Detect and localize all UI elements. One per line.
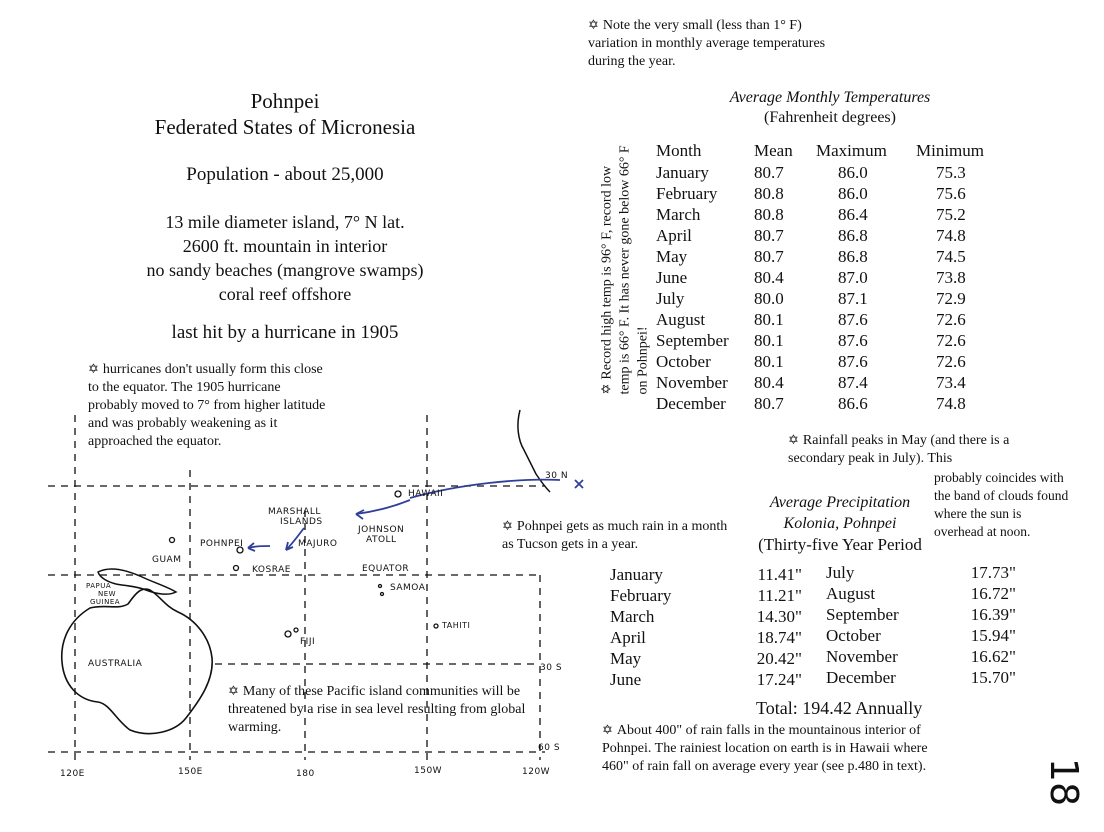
maximum-cell: 87.6 [838,331,868,350]
temperature-row [656,393,1006,414]
temperature-row [656,183,1006,204]
precipitation-row [826,583,1016,604]
minimum-cell: 75.6 [936,184,966,203]
precipitation-row [826,562,1016,583]
month-cell: May [656,247,688,266]
maximum-cell: 86.0 [838,184,868,203]
longitude-labels [60,766,550,779]
minimum-cell: 73.8 [936,268,966,287]
maximum-cell: 87.1 [838,289,868,308]
label-guinea: GUINEA [90,598,121,606]
maximum-cell: 86.0 [838,163,868,182]
label-pohnpei: POHNPEI [200,539,244,549]
label-30n: 30 N [545,471,569,481]
star-icon: ✡ [598,383,614,395]
record-text: Record high temp is 96° F, record low temp is 66° F. It has never gone below 66° F on Pohnpei! [599,145,651,395]
label-papua: PAPUA [86,582,112,590]
mean-cell: 80.0 [754,289,784,308]
precip-value: 16.72" [970,584,1016,603]
precip-month: January [610,565,663,584]
temperature-row [656,330,1006,351]
guam-dot [170,538,175,543]
rainfall-peak-note [788,431,1068,468]
month-cell: August [656,310,706,329]
temperature-row [656,351,1006,372]
temp-variation-note [588,16,838,71]
label-majuro: MAJURO [298,539,338,549]
rainfall-peak-note-2 [934,469,1072,541]
month-cell: April [656,226,692,245]
page-title-block [110,88,460,140]
precipitation-row [610,585,802,606]
population: Population - about 25,000 [186,164,384,185]
minimum-cell: 74.8 [936,394,966,413]
month-cell: July [656,289,685,308]
label-marshall: MARSHALL [268,507,321,517]
label-guam: GUAM [152,555,182,565]
label-johnson: JOHNSON [358,525,405,535]
hurricane-fact: last hit by a hurricane in 1905 [171,322,399,343]
fiji-dot-2 [294,628,298,632]
title-line-1: Pohnpei [250,89,320,113]
precip-month: August [826,584,876,603]
minimum-cell: 74.8 [936,226,966,245]
precipitation-row [610,669,802,690]
precip-value: 20.42" [756,649,802,668]
mean-cell: 80.7 [754,394,784,413]
hurricane-note-text: hurricanes don't usually form this close to the equator. The 1905 hurricane probably moved to 7° from higher latitude and was probably weakening as it approached the equator. [88,362,326,449]
temperature-row [656,309,1006,330]
minimum-cell: 74.5 [936,247,966,266]
mean-cell: 80.1 [754,352,784,371]
temp-subtitle: (Fahrenheit degrees) [764,109,896,126]
header-mean: Mean [754,140,793,160]
temperature-header-row [656,138,1006,162]
maximum-cell: 86.6 [838,394,868,413]
track-2 [356,500,410,514]
month-cell: January [656,163,709,182]
precipitation-row [610,648,802,669]
lon-120w: 120W [522,767,551,777]
lon-150w: 150W [414,766,443,776]
star-icon: ✡ [788,432,799,447]
temperature-row [656,246,1006,267]
precip-value: 15.94" [970,626,1016,645]
track-origin-x [575,480,583,488]
maximum-cell: 86.8 [838,247,868,266]
fact-2: 2600 ft. mountain in interior [182,236,388,256]
lon-150e: 150E [178,767,203,777]
arrow-head-1 [356,510,364,519]
precip-value: 14.30" [756,607,802,626]
precip-month: October [826,626,881,645]
label-30s: 30 S [540,663,563,673]
page-number: 18 [1042,757,1087,807]
fiji-dot [285,631,291,637]
precipitation-row [610,564,802,585]
precip-value: 16.39" [970,605,1016,624]
title-line-2: Federated States of Micronesia [154,115,416,139]
mean-cell: 80.1 [754,310,784,329]
label-atoll: ATOLL [366,535,397,545]
mean-cell: 80.8 [754,184,784,203]
month-cell: February [656,184,718,203]
precip-value: 11.41" [757,565,802,584]
kosrae-dot [234,566,239,571]
sea-level-text: Many of these Pacific island communities will be threatened by a rise in sea level resulting from global warming. [228,684,526,735]
precip-value: 11.21" [757,586,802,605]
month-cell: September [656,331,729,350]
star-icon: ✡ [88,361,99,376]
temperature-row [656,267,1006,288]
precip-month: April [610,628,646,647]
month-cell: November [656,373,728,392]
record-note [598,145,653,395]
minimum-cell: 72.6 [936,310,966,329]
precip-value: 16.62" [970,647,1016,666]
temperature-row [656,162,1006,183]
precip-value: 18.74" [756,628,802,647]
maximum-cell: 87.4 [838,373,868,392]
header-minimum: Minimum [916,140,985,160]
star-icon: ✡ [228,683,239,698]
fact-3: no sandy beaches (mangrove swamps) [146,260,424,280]
precipitation-right [826,562,1016,688]
label-samoa: SAMOA [390,583,426,593]
samoa-dot-2 [381,593,384,596]
mean-cell: 80.4 [754,373,784,392]
month-cell: March [656,205,701,224]
precipitation-row [826,646,1016,667]
label-60s: 60 S [538,743,561,753]
tucson-text: Pohnpei gets as much rain in a month as Tucson gets in a year. [502,519,728,552]
fact-4: coral reef offshore [218,284,352,304]
label-kosrae: KOSRAE [252,565,291,575]
minimum-cell: 75.3 [936,163,966,182]
maximum-cell: 87.6 [838,310,868,329]
maximum-cell: 87.6 [838,352,868,371]
mean-cell: 80.7 [754,163,784,182]
maximum-cell: 86.8 [838,226,868,245]
precipitation-row [826,604,1016,625]
map-labels [86,471,568,753]
rainfall-peak-text-2: probably coincides with the band of clouds found where the sun is overhead at noon. [934,470,1069,539]
label-equator: EQUATOR [362,564,410,574]
hawaii-dot [395,491,401,497]
mean-cell: 80.1 [754,331,784,350]
label-australia: AUSTRALIA [88,659,143,669]
star-icon: ✡ [502,518,513,533]
precip-month: December [826,668,896,687]
precip-title-3: (Thirty-five Year Period [758,535,922,554]
precipitation-row [610,627,802,648]
precip-month: November [826,647,898,666]
precipitation-row [610,606,802,627]
precipitation-total: Total: 194.42 Annually [756,698,923,718]
precipitation-row [826,667,1016,688]
precipitation-title [740,492,940,555]
precip-month: March [610,607,655,626]
precipitation-row [826,625,1016,646]
precip-month: June [610,670,642,689]
mean-cell: 80.7 [754,226,784,245]
island-facts [100,210,470,306]
minimum-cell: 73.4 [936,373,966,392]
precip-value: 15.70" [970,668,1016,687]
temperature-row [656,288,1006,309]
month-cell: December [656,394,726,413]
maximum-cell: 87.0 [838,268,868,287]
samoa-dot [379,585,382,588]
lon-120e: 120E [60,769,85,779]
minimum-cell: 72.9 [936,289,966,308]
star-icon: ✡ [588,17,599,32]
precip-month: February [610,586,672,605]
temp-title: Average Monthly Temperatures [729,89,931,106]
temp-variation-text: Note the very small (less than 1° F) variation in monthly average temperatures during the year. [588,18,826,69]
label-hawaii: HAWAII [408,489,444,499]
pacific-map [0,400,600,790]
lon-180: 180 [296,769,315,779]
mean-cell: 80.7 [754,247,784,266]
precip-value: 17.73" [970,563,1016,582]
precip-title-2: Kolonia, Pohnpei [783,515,897,532]
precip-month: July [826,563,855,582]
temperature-row [656,204,1006,225]
mean-cell: 80.8 [754,205,784,224]
temperature-title [690,88,970,128]
rainfall-peak-text: Rainfall peaks in May (and there is a secondary peak in July). This [788,433,1010,466]
minimum-cell: 72.6 [936,352,966,371]
precip-month: September [826,605,899,624]
map-grid [48,415,545,760]
star-icon: ✡ [602,722,613,737]
month-cell: October [656,352,711,371]
minimum-cell: 72.6 [936,331,966,350]
temperature-table [656,138,1006,414]
mountain-rain-note [602,721,942,776]
temperature-row [656,225,1006,246]
label-islands: ISLANDS [280,517,323,527]
precip-value: 17.24" [756,670,802,689]
label-fiji: FIJI [300,637,316,647]
precip-title-1: Average Precipitation [769,494,911,511]
maximum-cell: 86.4 [838,205,868,224]
minimum-cell: 75.2 [936,205,966,224]
precipitation-left [610,564,802,690]
fact-1: 13 mile diameter island, 7° N lat. [165,212,405,232]
label-tahiti: TAHITI [442,621,471,630]
month-cell: June [656,268,688,287]
mean-cell: 80.4 [754,268,784,287]
precip-month: May [610,649,642,668]
tahiti-dot [434,624,438,628]
header-month: Month [656,140,702,160]
mountain-rain-text: About 400" of rain falls in the mountainous interior of Pohnpei. The rainiest location on earth is in Hawaii where 460" of rain fall on average every year (see p.480 in text). [602,723,928,774]
header-maximum: Maximum [816,140,887,160]
label-new: NEW [98,590,117,598]
temperature-row [656,372,1006,393]
